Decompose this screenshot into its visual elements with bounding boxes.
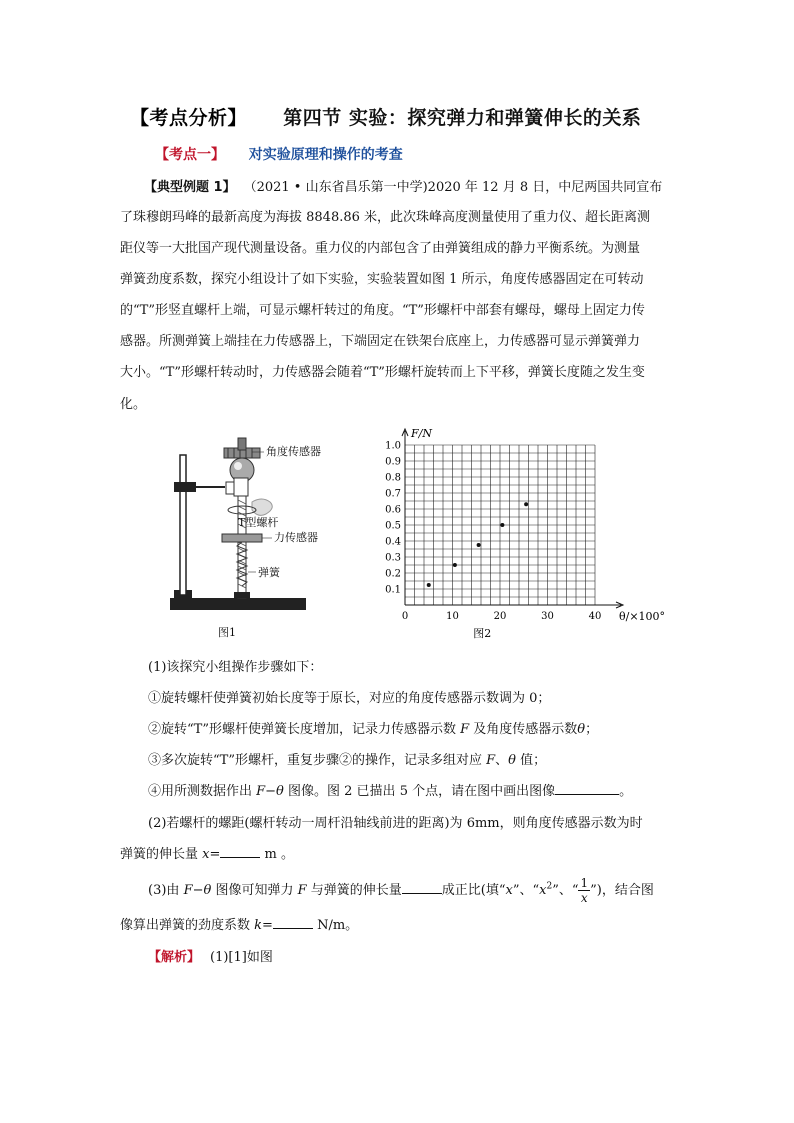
- example-line-4: 弹簧劲度系数，探究小组设计了如下实验，实验装置如图 1 所示，角度传感器固定在可转动: [120, 272, 644, 287]
- q3-fraction: [578, 876, 590, 905]
- chart-ticks: [385, 441, 601, 623]
- q3-F: F: [297, 883, 307, 898]
- q1-step4-text-b: 图像。图 2 已描出 5 个点，请在图中画出图像: [283, 784, 556, 799]
- q1-step2-text-a: ②旋转“T”形螺杆使弹簧长度增加，记录力传感器示数: [148, 722, 461, 737]
- q3-text-a: (3)由: [148, 883, 184, 898]
- y-tick-label: 0.6: [385, 504, 401, 516]
- q3-k: k: [254, 918, 263, 933]
- analysis-bracket-label: 【考点分析】: [130, 107, 248, 129]
- example-line-5: 的“T”形竖直螺杆上端，可显示螺杆转过的角度。“T”形螺杆中部套有螺母，螺母上固定力传: [120, 303, 645, 318]
- y-tick-label: 0.7: [385, 488, 401, 500]
- y-tick-label: 0.1: [385, 584, 401, 596]
- data-point: [500, 523, 504, 527]
- page-title: [130, 103, 690, 130]
- q1-step2: [148, 718, 598, 737]
- q3-text-f: ”、“: [552, 883, 579, 898]
- x-tick-label: 40: [588, 611, 602, 622]
- answer-blank-2[interactable]: [220, 843, 260, 858]
- label-force-sensor: 力传感器: [274, 531, 318, 544]
- q1-step3: [148, 749, 546, 768]
- q1-step3-theta: θ: [508, 753, 516, 768]
- q3-text-d: 成正比(填“: [441, 883, 506, 898]
- y-tick-label: 0.3: [385, 552, 401, 564]
- y-tick-label: 1.0: [385, 440, 401, 452]
- q1-step3-text-a: ③多次旋转“T”形螺杆，重复步骤②的操作，记录多组对应: [148, 753, 487, 768]
- q2-text-b: 弹簧的伸长量: [120, 847, 203, 862]
- y-tick-label: 0.4: [385, 536, 401, 548]
- q3-superscript: 2: [546, 881, 553, 892]
- y-tick-label: 0.9: [385, 456, 401, 468]
- label-angle-sensor: 角度传感器: [266, 445, 321, 458]
- figure-2-chart: [375, 425, 665, 645]
- analysis-label: 【解析】: [148, 950, 201, 965]
- topic-label: 【考点一】: [155, 147, 225, 163]
- chart-points: [427, 502, 528, 587]
- x-tick-label: 30: [541, 611, 554, 622]
- analysis-text: (1)[1]如图: [210, 950, 273, 965]
- example-line-7: 大小。“T”形螺杆转动时，力传感器会随着“T”形螺杆旋转而上下平移，弹簧长度随之发生变: [120, 365, 645, 380]
- q2-text-d: m 。: [260, 847, 294, 862]
- q1-step4: [148, 780, 632, 799]
- q3-line-2: [120, 914, 358, 933]
- y-tick-label: 0.2: [385, 568, 401, 580]
- example-line-2: 了珠穆朗玛峰的最新高度为海拔 8848.86 米，此次珠峰高度测量使用了重力仪、超长距离测: [120, 210, 651, 225]
- answer-blank-1[interactable]: [555, 780, 619, 795]
- label-spring: 弹簧: [258, 566, 280, 579]
- q2-text-c: =: [209, 847, 221, 862]
- section-title: 第四节 实验：探究弹力和弹簧伸长的关系: [283, 107, 642, 129]
- q1-step2-text-b: 及角度传感器示数: [469, 722, 578, 737]
- y-tick-label: 0.8: [385, 472, 401, 484]
- q3-text-i: =: [262, 918, 273, 933]
- q3-text-g: ”)，结合图: [590, 883, 654, 898]
- q1-step2-F: F: [460, 722, 470, 737]
- q1-step2-theta: θ: [577, 722, 586, 737]
- topic-heading: [155, 144, 403, 164]
- q3-x2: x: [539, 883, 547, 898]
- y-tick-label: 0.5: [385, 520, 401, 532]
- q2-line-1: (2)若螺杆的螺距(螺杆转动一周杆沿轴线前进的距离)为 6mm，则角度传感器示数为时: [148, 816, 643, 831]
- hand-icon: [252, 499, 272, 515]
- q1-intro: (1)该探究小组操作步骤如下：: [148, 660, 323, 675]
- x-tick-label: 10: [446, 611, 459, 622]
- answer-blank-3[interactable]: [402, 879, 442, 894]
- q3-text-c: 与弹簧的伸长量: [306, 883, 402, 898]
- q3-x: x: [505, 883, 513, 898]
- analysis-line: [148, 946, 273, 965]
- q1-step1: ①旋转螺杆使弹簧初始长度等于原长，对应的角度传感器示数调为 0；: [148, 691, 551, 706]
- force-sensor-plate: [222, 534, 262, 542]
- figure-2-caption: 图2: [473, 627, 492, 640]
- q2-x: x: [202, 847, 210, 862]
- q1-step4-text-c: 。: [619, 784, 633, 799]
- example-line-8: 化。: [120, 397, 147, 412]
- example-line-3: 距仪等一大批国产现代测量设备。重力仪的内部包含了由弹簧组成的静力平衡系统。为测量: [120, 241, 641, 256]
- q1-step4-f-theta: F−θ: [256, 784, 284, 799]
- q3-fraction-denominator: x: [580, 891, 588, 905]
- q1-step2-text-c: ；: [585, 722, 599, 737]
- q3-f-theta: F−θ: [183, 883, 212, 898]
- q3-text-e: ”、“: [512, 883, 540, 898]
- data-point: [524, 502, 528, 506]
- example-text-0: （2021 • 山东省昌乐第一中学)2020 年 12 月 8 日，中尼两国共同宣布: [243, 180, 663, 195]
- answer-blank-4[interactable]: [273, 914, 313, 929]
- label-t-screw: T型螺杆: [238, 516, 279, 529]
- example-line-6: 感器。所测弹簧上端挂在力传感器上，下端固定在铁架台底座上，力传感器可显示弹簧弹力: [120, 334, 641, 349]
- clamp: [174, 482, 196, 492]
- data-point: [477, 543, 481, 547]
- q1-step3-F: F: [486, 753, 496, 768]
- chart-ylabel: F/N: [411, 427, 432, 440]
- x-tick-label: 20: [493, 611, 507, 622]
- data-point: [427, 583, 431, 587]
- q1-step3-text-c: 值；: [515, 753, 547, 768]
- chart-xlabel: θ/×100°: [619, 610, 665, 623]
- stand-pole: [180, 455, 186, 595]
- q1-step3-text-b: 、: [495, 753, 509, 768]
- chart-grid: [405, 445, 595, 605]
- example-line-1: [144, 176, 662, 195]
- x-tick-label: 0: [401, 611, 409, 622]
- q3-line-1: [148, 876, 654, 905]
- q3-text-b: 图像可知弹力: [211, 883, 298, 898]
- q3-text-j: N/m。: [312, 918, 359, 933]
- example-label: 【典型例题 1】: [144, 180, 236, 195]
- q3-text-h: 像算出弹簧的劲度系数: [120, 918, 255, 933]
- topic-text: 对实验原理和操作的考查: [248, 147, 403, 163]
- data-point: [453, 563, 457, 567]
- q2-line-2: [120, 843, 294, 862]
- q1-step4-text-a: ④用所测数据作出: [148, 784, 257, 799]
- q3-fraction-numerator: 1: [580, 876, 589, 890]
- figure-1-caption: 图1: [218, 626, 236, 639]
- figure-1-apparatus: [160, 430, 360, 645]
